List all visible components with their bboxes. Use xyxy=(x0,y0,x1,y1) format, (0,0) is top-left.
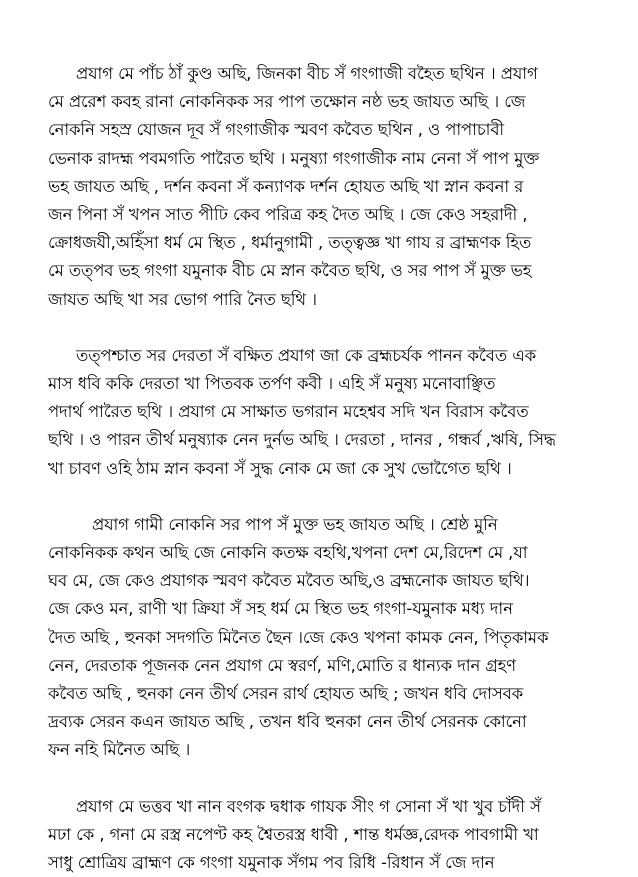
text-line: ভহ জাযত অছি , দর্শন কবনা সঁ কন্যাণক দর্শন হোযত অছি খা স্নান কবনা র xyxy=(48,176,524,196)
paragraph-prayag-rivers xyxy=(48,60,590,314)
text-line: ক্রোধজযী,অহিঁসা ধর্ম মে স্থিত , ধর্মানুগামী , তত্ত্বজ্ঞ খা গায র ব্রাহ্মণক হিত xyxy=(48,233,532,253)
text-line: সাধু শ্রোত্রিয ব্রাহ্মণ কে গংগা যমুনাক সঁগম পব রিধি -রিধান সঁ জে দান xyxy=(48,853,495,873)
text-line: নোকনি সহস্র যোজন দূব সঁ গংগাজীক স্মবণ কবৈত ছথিন , ও পাপাচাবী xyxy=(48,120,505,140)
text-line: প্রযাগ গামী নোকনি সর পাপ সঁ মুক্ত ভহ জাযত অছি । শ্রেষ্ঠ মুনি xyxy=(92,514,498,534)
text-line: ভেনাক রাদহ্ম পবমগতি পারৈত ছথি । মনুষ্যা গংগাজীক নাম নেনা সঁ পাপ মুক্ত xyxy=(48,148,540,168)
text-line: জাযত অছি খা সর ভোগ পারি নৈত ছথি । xyxy=(48,289,317,309)
text-line: দ্রব্যক সেরন কএন জাযত অছি , তখন ধবি হুনকা নেন তীর্থ সেরনক কোনো xyxy=(48,712,527,732)
text-line: মাস ধবি ককি দেরতা খা পিতবক তর্পণ কবী । এহি সঁ মনুষ্য মনোবাঞ্ছিত xyxy=(48,374,496,394)
paragraph-cow-donation xyxy=(48,793,590,877)
text-line: নেন, দেরতাক পূজনক নেন প্রযাগ মে স্বরর্ণ, মণি,মোতি র ধান্যক দান গ্রহণ xyxy=(48,655,516,675)
text-line: তত্পশ্চাত সর দেরতা সঁ বক্ষিত প্রযাগ জা কে ব্রহ্মচর্যক পানন কবৈত এক xyxy=(76,345,536,365)
text-line: প্রযাগ মে পাঁচ ঠাঁ কুণ্ড অছি, জিনকা বীচ সঁ গংগাজী বহৈত ছথিন । প্রযাগ xyxy=(76,64,538,83)
text-line: প্রযাগ মে ভত্তব খা নান বংগক দ্বধাক গাযক সীং গ সোনা সঁ খা খুব চাঁদী সঁ xyxy=(76,796,541,816)
text-line: পদার্থ পারৈত ছথি । প্রযাগ মে সাক্ষাত ভগরান মহেশ্বব সদি খন বিরাস কবৈত xyxy=(48,402,529,422)
text-line: দৈত অছি , হুনকা সদগতি মিনৈত ছৈন ।জে কেও খপনা কামক নেন, পিতৃকামক xyxy=(48,627,549,647)
text-line: খা চাবণ ওহি ঠাম স্নান কবনা সঁ সুদ্ধ নোক মে জা কে সুখ ভোগেৈত ছথি । xyxy=(48,458,512,478)
text-line: মে তত্পব ভহ গংগা যমুনাক বীচ মে স্নান কবৈত ছথি, ও সর পাপ সঁ মুক্ত ভহ xyxy=(48,261,532,281)
text-line: জে কেও মন, রাণী খা ক্রিযা সঁ সহ ধর্ম মে স্থিত ভহ গংগা-যমুনাক মধ্য দান xyxy=(48,599,513,619)
text-line: জন পিনা সঁ খপন সাত পীঢি কেব পরিত্র কহ দৈত অছি । জে কেও সহরাদী , xyxy=(48,205,528,225)
text-line: নোকনিকক কথন অছি জে নোকনি কতক্ষ বহথি,খপনা দেশ মে,রিদেশ মে ,যা xyxy=(48,543,528,563)
paragraph-gods-offering xyxy=(48,342,590,483)
text-line: মঢা কে , গনা মে রস্ত্র নপেণ্ট কহ শ্বৈতরস্ত্র ধাবী , শান্ত ধর্মজ্ঞ,রেদক পাবগামী খা xyxy=(48,824,539,844)
text-line: ঘব মে, জে কেও প্রযাগক স্মবণ কবৈত মবৈত অছি,ও ব্রহ্মনোক জাযত ছথি। xyxy=(48,571,530,591)
text-line: ফন নহি মিনৈত অছি । xyxy=(48,740,191,760)
text-line: ছথি । ও পারন তীর্থ মনুষ্যাক নেন দুর্নভ অছি । দেরতা , দানর , গন্ধর্ব ,ঋষি, সিদ্ধ xyxy=(48,430,556,450)
text-line: কবৈত অছি , হুনকা নেন তীর্থ সেরন রার্থ হোযত অছি ; জখন ধবি দোসবক xyxy=(48,684,524,704)
text-line: মে প্ররেশ কবহ রানা নোকনিকক সর পাপ তক্ষোন নষ্ঠ ভহ জাযত অছি । জে xyxy=(48,92,526,112)
paragraph-pilgrims xyxy=(48,511,590,765)
